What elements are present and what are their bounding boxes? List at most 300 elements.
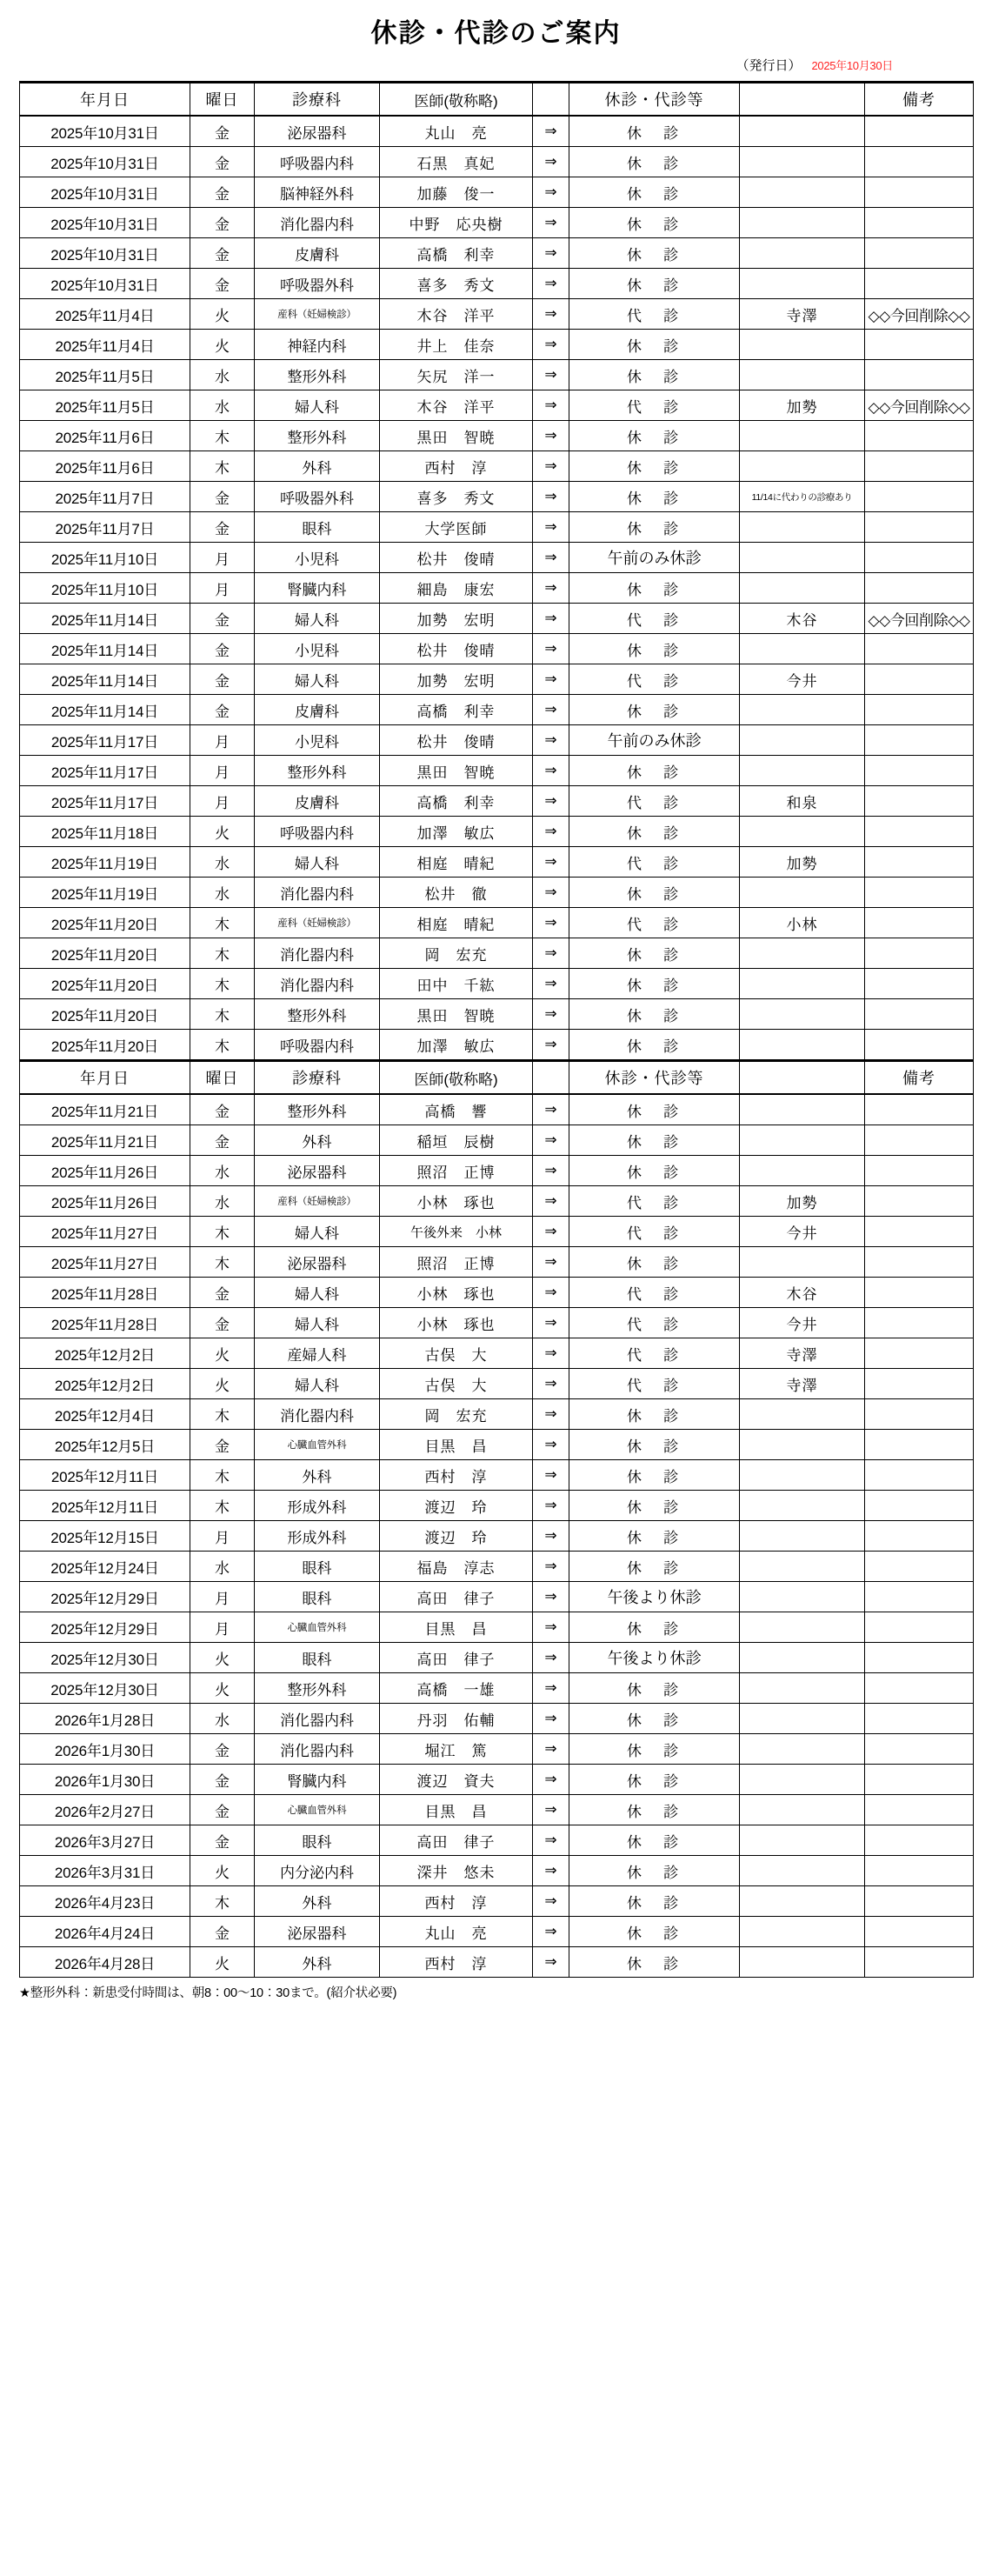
column-header-kind: 休診・代診等: [569, 1061, 740, 1095]
cell-status: 代 診: [569, 299, 740, 330]
cell-doctor: 黒田 智暁: [380, 756, 533, 786]
arrow-icon: ⇒: [533, 1491, 569, 1521]
cell-remark: [865, 1704, 974, 1734]
table-row: [20, 1673, 974, 1704]
cell-date: 2025年11月10日: [20, 543, 190, 573]
cell-remark: [865, 908, 974, 938]
cell-remark: [865, 1734, 974, 1765]
cell-day-of-week: 金: [190, 1094, 255, 1125]
cell-date: 2025年10月31日: [20, 116, 190, 147]
cell-date: 2025年11月21日: [20, 1094, 190, 1125]
cell-remark: [865, 634, 974, 664]
table-row: [20, 817, 974, 847]
cell-department: 泌尿器科: [255, 1917, 380, 1947]
cell-day-of-week: 月: [190, 573, 255, 604]
cell-doctor: 高橋 利幸: [380, 786, 533, 817]
cell-date: 2025年12月5日: [20, 1430, 190, 1460]
table-row: [20, 299, 974, 330]
cell-date: 2025年11月5日: [20, 360, 190, 390]
cell-status: 休 診: [569, 1917, 740, 1947]
cell-status: 休 診: [569, 1704, 740, 1734]
cell-department: 消化器内科: [255, 969, 380, 999]
arrow-icon: ⇒: [533, 908, 569, 938]
cell-remark: [865, 999, 974, 1030]
table-row: [20, 512, 974, 543]
cell-doctor: 目黒 昌: [380, 1795, 533, 1825]
cell-remark: [865, 573, 974, 604]
table-row: [20, 634, 974, 664]
cell-doctor: 木谷 洋平: [380, 390, 533, 421]
cell-doctor: 目黒 昌: [380, 1612, 533, 1643]
table-row: [20, 1125, 974, 1156]
arrow-icon: ⇒: [533, 1094, 569, 1125]
cell-date: 2025年12月11日: [20, 1491, 190, 1521]
cell-status: 休 診: [569, 1399, 740, 1430]
cell-status: 休 診: [569, 969, 740, 999]
cell-day-of-week: 月: [190, 1612, 255, 1643]
arrow-icon: ⇒: [533, 147, 569, 177]
cell-department: 呼吸器内科: [255, 1030, 380, 1061]
table-row: [20, 908, 974, 938]
arrow-icon: ⇒: [533, 1460, 569, 1491]
cell-substitute-doctor: [740, 451, 865, 482]
table-row: [20, 1704, 974, 1734]
table-row: [20, 725, 974, 756]
cell-day-of-week: 金: [190, 1734, 255, 1765]
cell-doctor: 加勢 宏明: [380, 604, 533, 634]
cell-date: 2025年11月18日: [20, 817, 190, 847]
cell-status: 休 診: [569, 421, 740, 451]
cell-status: 休 診: [569, 756, 740, 786]
cell-date: 2026年4月24日: [20, 1917, 190, 1947]
cell-department: 泌尿器科: [255, 1156, 380, 1186]
table-row: [20, 573, 974, 604]
cell-substitute-doctor: [740, 878, 865, 908]
cell-status: 休 診: [569, 1125, 740, 1156]
cell-substitute-doctor: 木谷: [740, 1278, 865, 1308]
column-header-substitute: [740, 83, 865, 117]
table-row: [20, 1369, 974, 1399]
cell-department: 腎臓内科: [255, 1765, 380, 1795]
cell-status: 休 診: [569, 1856, 740, 1886]
cell-substitute-doctor: [740, 1765, 865, 1795]
cell-department: 婦人科: [255, 604, 380, 634]
cell-day-of-week: 金: [190, 269, 255, 299]
cell-department: 産科（妊婦検診）: [255, 1186, 380, 1217]
cell-department: 泌尿器科: [255, 1247, 380, 1278]
cell-substitute-doctor: 寺澤: [740, 1338, 865, 1369]
cell-remark: [865, 1947, 974, 1978]
cell-remark: [865, 1186, 974, 1217]
cell-substitute-doctor: [740, 1430, 865, 1460]
cell-doctor: 喜多 秀文: [380, 482, 533, 512]
cell-date: 2025年11月20日: [20, 969, 190, 999]
cell-doctor: 深井 悠未: [380, 1856, 533, 1886]
cell-status: 代 診: [569, 786, 740, 817]
cell-status: 休 診: [569, 1030, 740, 1061]
arrow-icon: ⇒: [533, 1734, 569, 1765]
cell-status: 代 診: [569, 1278, 740, 1308]
table-row: [20, 604, 974, 634]
cell-substitute-doctor: [740, 116, 865, 147]
cell-status: 休 診: [569, 116, 740, 147]
arrow-icon: ⇒: [533, 543, 569, 573]
table-row: [20, 1612, 974, 1643]
cell-department: 産婦人科: [255, 1338, 380, 1369]
cell-remark: [865, 177, 974, 208]
cell-date: 2025年10月31日: [20, 269, 190, 299]
cell-department: 呼吸器内科: [255, 147, 380, 177]
cell-day-of-week: 金: [190, 634, 255, 664]
cell-day-of-week: 金: [190, 1765, 255, 1795]
arrow-icon: ⇒: [533, 1030, 569, 1061]
cell-day-of-week: 月: [190, 543, 255, 573]
cell-doctor: 井上 佳奈: [380, 330, 533, 360]
column-header-substitute: [740, 1061, 865, 1095]
cell-day-of-week: 木: [190, 1247, 255, 1278]
cell-doctor: 西村 淳: [380, 1947, 533, 1978]
arrow-icon: ⇒: [533, 1338, 569, 1369]
cell-substitute-doctor: [740, 999, 865, 1030]
cell-doctor: 黒田 智暁: [380, 999, 533, 1030]
cell-doctor: 古俣 大: [380, 1338, 533, 1369]
table-row: [20, 1856, 974, 1886]
cell-substitute-doctor: [740, 817, 865, 847]
cell-day-of-week: 金: [190, 116, 255, 147]
column-header-date: 年月日: [20, 83, 190, 117]
cell-department: 眼科: [255, 1643, 380, 1673]
cell-day-of-week: 金: [190, 1125, 255, 1156]
cell-day-of-week: 木: [190, 1399, 255, 1430]
cell-doctor: 小林 琢也: [380, 1186, 533, 1217]
cell-department: 産科（妊婦検診）: [255, 908, 380, 938]
cell-date: 2025年11月4日: [20, 299, 190, 330]
cell-doctor: 小林 琢也: [380, 1278, 533, 1308]
cell-department: 消化器内科: [255, 208, 380, 238]
cell-remark: [865, 1612, 974, 1643]
cell-department: 整形外科: [255, 999, 380, 1030]
cell-substitute-doctor: [740, 330, 865, 360]
arrow-icon: ⇒: [533, 847, 569, 878]
table-row: [20, 1582, 974, 1612]
cell-department: 婦人科: [255, 390, 380, 421]
cell-substitute-doctor: [740, 1673, 865, 1704]
cell-department: 外科: [255, 1886, 380, 1917]
cell-date: 2026年4月23日: [20, 1886, 190, 1917]
cell-remark: [865, 238, 974, 269]
cell-status: 休 診: [569, 1156, 740, 1186]
cell-day-of-week: 金: [190, 604, 255, 634]
arrow-icon: ⇒: [533, 1643, 569, 1673]
cell-doctor: 西村 淳: [380, 1886, 533, 1917]
cell-doctor: 渡辺 玲: [380, 1491, 533, 1521]
cell-remark: [865, 1765, 974, 1795]
cell-doctor: 目黒 昌: [380, 1430, 533, 1460]
cell-date: 2025年11月14日: [20, 604, 190, 634]
cell-status: 午後より休診: [569, 1643, 740, 1673]
cell-substitute-doctor: [740, 1156, 865, 1186]
cell-doctor: 相庭 晴紀: [380, 847, 533, 878]
cell-substitute-doctor: [740, 1886, 865, 1917]
cell-date: 2025年11月7日: [20, 512, 190, 543]
cell-remark: [865, 421, 974, 451]
cell-remark: [865, 1491, 974, 1521]
arrow-icon: ⇒: [533, 1278, 569, 1308]
cell-date: 2025年11月27日: [20, 1247, 190, 1278]
table-row: [20, 116, 974, 147]
table-row: [20, 238, 974, 269]
cell-doctor: 高橋 利幸: [380, 695, 533, 725]
cell-date: 2025年11月14日: [20, 664, 190, 695]
cell-day-of-week: 火: [190, 1673, 255, 1704]
cell-doctor: 高田 律子: [380, 1825, 533, 1856]
table-row: [20, 1217, 974, 1247]
cell-department: 消化器内科: [255, 1734, 380, 1765]
cell-substitute-doctor: 加勢: [740, 390, 865, 421]
cell-remark: [865, 1825, 974, 1856]
table-row: [20, 695, 974, 725]
cell-department: 婦人科: [255, 847, 380, 878]
cell-department: 神経内科: [255, 330, 380, 360]
table-row: [20, 1247, 974, 1278]
arrow-icon: ⇒: [533, 573, 569, 604]
cell-department: 腎臓内科: [255, 573, 380, 604]
arrow-icon: ⇒: [533, 1765, 569, 1795]
cell-status: 代 診: [569, 604, 740, 634]
cell-remark: [865, 269, 974, 299]
cell-department: 整形外科: [255, 360, 380, 390]
title-bar: [19, 0, 973, 48]
cell-date: 2025年12月11日: [20, 1460, 190, 1491]
cell-status: 午前のみ休診: [569, 725, 740, 756]
cell-date: 2025年12月4日: [20, 1399, 190, 1430]
cell-day-of-week: 金: [190, 208, 255, 238]
cell-remark: [865, 938, 974, 969]
column-header-dow: 曜日: [190, 83, 255, 117]
cell-date: 2025年11月28日: [20, 1278, 190, 1308]
cell-doctor: 松井 俊晴: [380, 543, 533, 573]
page-title: 休診・代診のご案内: [370, 19, 622, 48]
cell-day-of-week: 木: [190, 1886, 255, 1917]
cell-doctor: 高田 律子: [380, 1643, 533, 1673]
cell-remark: [865, 1643, 974, 1673]
cell-remark: [865, 1156, 974, 1186]
cell-date: 2025年11月14日: [20, 695, 190, 725]
issue-date-label: （発行日）: [736, 58, 802, 73]
cell-substitute-doctor: [740, 1825, 865, 1856]
table-row: [20, 999, 974, 1030]
cell-substitute-doctor: [740, 725, 865, 756]
cell-day-of-week: 金: [190, 147, 255, 177]
cell-status: 休 診: [569, 634, 740, 664]
cell-remark: [865, 1369, 974, 1399]
cell-substitute-doctor: 加勢: [740, 847, 865, 878]
cell-substitute-doctor: [740, 208, 865, 238]
table-row: [20, 1552, 974, 1582]
cell-remark: [865, 786, 974, 817]
cell-doctor: 高橋 響: [380, 1094, 533, 1125]
cell-remark: [865, 1247, 974, 1278]
cell-department: 消化器内科: [255, 938, 380, 969]
cell-status: 休 診: [569, 330, 740, 360]
cell-department: 外科: [255, 1125, 380, 1156]
table-header-row: [20, 1061, 974, 1095]
table-row: [20, 1886, 974, 1917]
cell-status: 代 診: [569, 1338, 740, 1369]
cell-remark: [865, 1582, 974, 1612]
cell-doctor: 松井 徹: [380, 878, 533, 908]
cell-substitute-doctor: 小林: [740, 908, 865, 938]
arrow-icon: ⇒: [533, 878, 569, 908]
cell-day-of-week: 金: [190, 1795, 255, 1825]
cell-department: 心臓血管外科: [255, 1795, 380, 1825]
cell-doctor: 丸山 亮: [380, 1917, 533, 1947]
cell-status: 休 診: [569, 1673, 740, 1704]
table-row: [20, 1947, 974, 1978]
cell-substitute-doctor: [740, 1491, 865, 1521]
cell-status: 休 診: [569, 1947, 740, 1978]
cell-substitute-doctor: [740, 695, 865, 725]
cell-date: 2025年10月31日: [20, 177, 190, 208]
arrow-icon: ⇒: [533, 116, 569, 147]
cell-date: 2025年12月15日: [20, 1521, 190, 1552]
cell-department: 婦人科: [255, 1308, 380, 1338]
table-row: [20, 938, 974, 969]
arrow-icon: ⇒: [533, 999, 569, 1030]
cell-day-of-week: 金: [190, 1917, 255, 1947]
cell-doctor: 相庭 晴紀: [380, 908, 533, 938]
cell-department: 呼吸器外科: [255, 482, 380, 512]
cell-doctor: 福島 淳志: [380, 1552, 533, 1582]
cell-status: 休 診: [569, 208, 740, 238]
arrow-icon: ⇒: [533, 360, 569, 390]
cell-date: 2025年10月31日: [20, 147, 190, 177]
cell-department: 消化器内科: [255, 878, 380, 908]
cell-remark: [865, 1030, 974, 1061]
table-row: [20, 421, 974, 451]
cell-doctor: 木谷 洋平: [380, 299, 533, 330]
cell-day-of-week: 火: [190, 1643, 255, 1673]
cell-substitute-doctor: [740, 512, 865, 543]
cell-date: 2025年11月21日: [20, 1125, 190, 1156]
cell-substitute-doctor: [740, 1734, 865, 1765]
cell-date: 2025年11月19日: [20, 847, 190, 878]
cell-status: 午前のみ休診: [569, 543, 740, 573]
cell-status: 休 診: [569, 177, 740, 208]
cell-doctor: 高田 律子: [380, 1582, 533, 1612]
cell-status: 午後より休診: [569, 1582, 740, 1612]
cell-substitute-doctor: [740, 756, 865, 786]
cell-status: 休 診: [569, 1430, 740, 1460]
cell-department: 婦人科: [255, 1278, 380, 1308]
arrow-icon: ⇒: [533, 725, 569, 756]
cell-substitute-doctor: 和泉: [740, 786, 865, 817]
cell-doctor: 高橋 一雄: [380, 1673, 533, 1704]
table-row: [20, 756, 974, 786]
cell-day-of-week: 金: [190, 482, 255, 512]
cell-status: 休 診: [569, 238, 740, 269]
arrow-icon: ⇒: [533, 208, 569, 238]
cell-substitute-doctor: [740, 1094, 865, 1125]
cell-status: 休 診: [569, 1521, 740, 1552]
arrow-icon: ⇒: [533, 1521, 569, 1552]
cell-department: 整形外科: [255, 1673, 380, 1704]
cell-remark: [865, 695, 974, 725]
cell-substitute-doctor: 加勢: [740, 1186, 865, 1217]
arrow-icon: ⇒: [533, 177, 569, 208]
cell-day-of-week: 金: [190, 695, 255, 725]
cell-date: 2026年4月28日: [20, 1947, 190, 1978]
cell-status: 休 診: [569, 1552, 740, 1582]
cell-department: 消化器内科: [255, 1399, 380, 1430]
cell-department: 消化器内科: [255, 1704, 380, 1734]
cell-day-of-week: 火: [190, 1369, 255, 1399]
arrow-icon: ⇒: [533, 1369, 569, 1399]
table-row: [20, 1917, 974, 1947]
cell-department: 整形外科: [255, 756, 380, 786]
cell-substitute-doctor: [740, 1399, 865, 1430]
cell-doctor: 堀江 篤: [380, 1734, 533, 1765]
cell-date: 2025年12月29日: [20, 1582, 190, 1612]
cell-department: 内分泌内科: [255, 1856, 380, 1886]
arrow-icon: ⇒: [533, 969, 569, 999]
cell-remark: [865, 1308, 974, 1338]
cell-status: 休 診: [569, 1886, 740, 1917]
arrow-icon: ⇒: [533, 1856, 569, 1886]
cell-department: 眼科: [255, 1582, 380, 1612]
cell-day-of-week: 水: [190, 1704, 255, 1734]
cell-day-of-week: 火: [190, 817, 255, 847]
arrow-icon: ⇒: [533, 451, 569, 482]
cell-status: 休 診: [569, 360, 740, 390]
cell-date: 2026年3月27日: [20, 1825, 190, 1856]
cell-department: 外科: [255, 451, 380, 482]
arrow-icon: ⇒: [533, 1947, 569, 1978]
arrow-icon: ⇒: [533, 938, 569, 969]
cell-date: 2025年11月19日: [20, 878, 190, 908]
cell-doctor: 大学医師: [380, 512, 533, 543]
table-row: [20, 1399, 974, 1430]
cell-remark: ◇◇今回削除◇◇: [865, 390, 974, 421]
cell-doctor: 照沼 正博: [380, 1156, 533, 1186]
column-header-note: 備考: [865, 83, 974, 117]
cell-substitute-doctor: [740, 1582, 865, 1612]
cell-date: 2025年11月20日: [20, 1030, 190, 1061]
cell-doctor: 石黒 真妃: [380, 147, 533, 177]
cell-remark: [865, 969, 974, 999]
arrow-icon: ⇒: [533, 1552, 569, 1582]
cell-doctor: 小林 琢也: [380, 1308, 533, 1338]
table-row: [20, 1338, 974, 1369]
cell-day-of-week: 月: [190, 1521, 255, 1552]
table-header-row: [20, 83, 974, 117]
table-row: [20, 390, 974, 421]
cell-date: 2025年11月17日: [20, 756, 190, 786]
cell-substitute-doctor: [740, 1460, 865, 1491]
table-row: [20, 1795, 974, 1825]
cell-date: 2025年10月31日: [20, 208, 190, 238]
arrow-icon: ⇒: [533, 390, 569, 421]
cell-day-of-week: 月: [190, 786, 255, 817]
cell-remark: [865, 1278, 974, 1308]
cell-day-of-week: 火: [190, 330, 255, 360]
cell-remark: [865, 451, 974, 482]
cell-substitute-doctor: [740, 360, 865, 390]
cell-substitute-doctor: [740, 543, 865, 573]
cell-status: 代 診: [569, 1217, 740, 1247]
cell-remark: [865, 817, 974, 847]
cell-remark: [865, 878, 974, 908]
